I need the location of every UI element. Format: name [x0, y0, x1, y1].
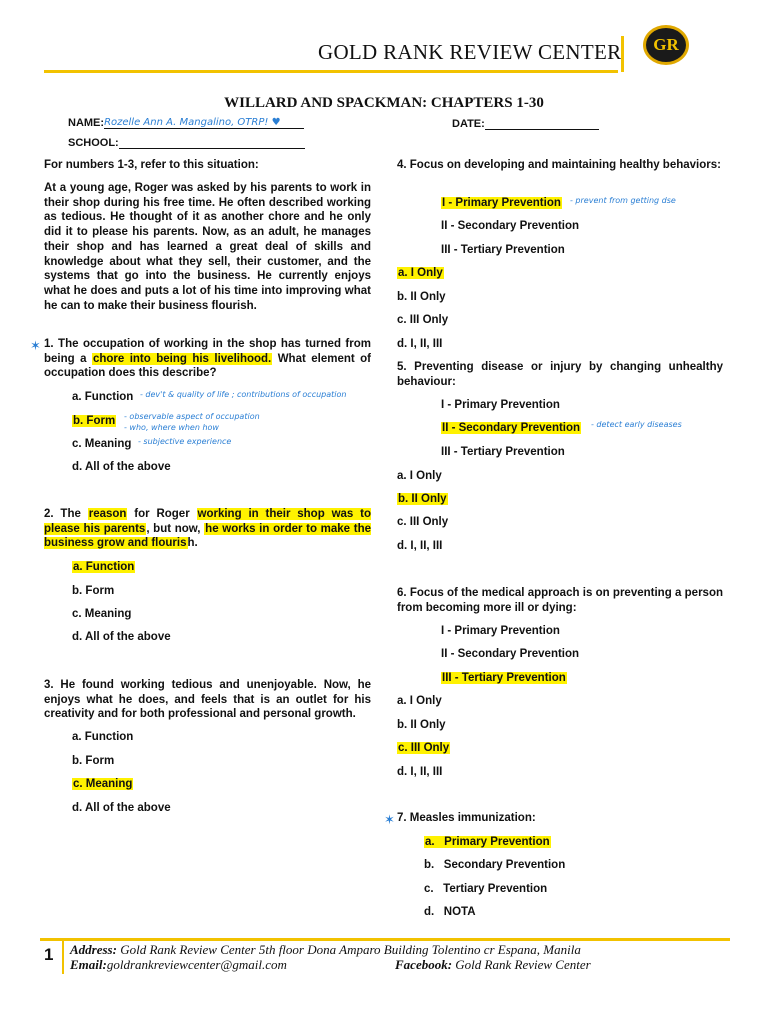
q6-option-a[interactable]: a. I Only [397, 695, 442, 707]
heart-icon: ♥ [268, 117, 281, 128]
name-label: NAME: [68, 117, 105, 129]
q5-item-ii: II - Secondary Prevention [442, 422, 581, 434]
q7-option-d[interactable]: d. NOTA [424, 906, 476, 918]
q7-option-a[interactable]: a. Primary Prevention [425, 836, 550, 848]
header-rule [44, 70, 618, 73]
q7-option-c[interactable]: c. Tertiary Prevention [424, 883, 548, 895]
question-6: 6. Focus of the medical approach is on preventing a person from becoming more ill or dying: [397, 587, 723, 614]
school-field [68, 137, 305, 149]
q5-option-a[interactable]: a. I Only [397, 470, 442, 482]
header-divider [621, 36, 624, 72]
q4-option-d[interactable]: d. I, II, III [397, 338, 443, 350]
q1-option-c[interactable]: c. Meaning [72, 438, 132, 450]
q3-option-a[interactable]: a. Function [72, 731, 134, 743]
handwritten-note: - detect early diseases [591, 420, 682, 429]
q5-option-d[interactable]: d. I, II, III [397, 540, 443, 552]
q4-option-c[interactable]: c. III Only [397, 314, 449, 326]
q4-option-a[interactable]: a. I Only [398, 267, 443, 279]
q2-option-c[interactable]: c. Meaning [72, 608, 132, 620]
q5-option-c[interactable]: c. III Only [397, 516, 449, 528]
q2-option-a[interactable]: a. Function [73, 561, 135, 573]
name-field [68, 117, 304, 129]
footer-divider [62, 940, 64, 974]
question-1: 1. The occupation of working in the shop has turned from being a chore into being his livelihood. What element of occupation does this describe? [44, 338, 371, 380]
q1-option-d[interactable]: d. All of the above [72, 461, 171, 473]
school-label: SCHOOL: [68, 137, 119, 149]
footer-email: Email:goldrankreviewcenter@gmail.com [70, 957, 287, 972]
star-icon: ✶ [384, 812, 395, 827]
date-label: DATE: [452, 118, 485, 130]
question-5: 5. Preventing disease or injury by changing unhealthy behaviour: [397, 361, 723, 388]
handwritten-note: - dev't & quality of life ; contributions of occupation [140, 390, 347, 399]
q4-item-i: I - Primary Prevention [442, 197, 561, 209]
name-value: Rozelle Ann A. Mangalino, OTRP! [104, 117, 269, 128]
q6-option-d[interactable]: d. I, II, III [397, 766, 443, 778]
question-3: 3. He found working tedious and unenjoyable. Now, he enjoys what he does, and feels that is an outlet for his creativity and for both professional and personal growth. [44, 679, 371, 721]
q1-option-a[interactable]: a. Function [72, 391, 134, 403]
q6-item-i: I - Primary Prevention [441, 625, 560, 637]
highlight: chore into being his livelihood. [92, 352, 272, 365]
q7-option-b[interactable]: b. Secondary Prevention [424, 859, 566, 871]
q3-option-b[interactable]: b. Form [72, 755, 115, 767]
situation-text: At a young age, Roger was asked by his parents to work in their shop during his free time. He often described working as tedious. He thought of it as another chore and he only did it to please his parents. Now, as an adult, he manages their shop and has learned a great deal of skills and knowledge about what they sell, their customer, and the systems that go into the business. He currently enjoys what he does and puts a lot of his time into improving what he can to make their business flourish. [44, 182, 371, 312]
q3-option-d[interactable]: d. All of the above [72, 802, 171, 814]
page-number: 1 [44, 945, 54, 964]
footer-rule [40, 938, 730, 941]
q6-item-ii: II - Secondary Prevention [441, 648, 580, 660]
footer-address: Address: Gold Rank Review Center 5th floor Dona Amparo Building Tolentino cr Espana, Manila [70, 942, 581, 957]
q1-option-b[interactable]: b. Form [73, 415, 116, 427]
gr-logo: GR [643, 25, 689, 65]
date-field [452, 118, 599, 130]
question-2: 2. The reason for Roger working in their shop was to please his parents, but now, he works in order to make the business grow and flourish. [44, 508, 371, 550]
q6-option-b[interactable]: b. II Only [397, 719, 446, 731]
handwritten-note: - prevent from getting dse [570, 196, 676, 205]
q5-item-i: I - Primary Prevention [441, 399, 560, 411]
q5-option-b[interactable]: b. II Only [398, 493, 447, 505]
situation-intro: For numbers 1-3, refer to this situation: [44, 159, 259, 171]
star-icon: ✶ [30, 338, 41, 353]
document-title: WILLARD AND SPACKMAN: CHAPTERS 1-30 [224, 95, 544, 111]
q4-option-b[interactable]: b. II Only [397, 291, 446, 303]
question-7: 7. Measles immunization: [397, 812, 536, 824]
footer-facebook: Facebook: Gold Rank Review Center [395, 957, 591, 972]
q5-item-iii: III - Tertiary Prevention [441, 446, 565, 458]
q6-option-c[interactable]: c. III Only [398, 742, 450, 754]
q3-option-c[interactable]: c. Meaning [73, 778, 133, 790]
handwritten-note: - subjective experience [138, 437, 232, 446]
center-name: GOLD RANK REVIEW CENTER [318, 40, 622, 64]
q4-item-iii: III - Tertiary Prevention [441, 244, 565, 256]
handwritten-note: - who, where when how [124, 423, 219, 432]
q2-option-b[interactable]: b. Form [72, 585, 115, 597]
question-4: 4. Focus on developing and maintaining healthy behaviors: [397, 159, 721, 171]
q2-option-d[interactable]: d. All of the above [72, 631, 171, 643]
handwritten-note: - observable aspect of occupation [124, 412, 260, 421]
q4-item-ii: II - Secondary Prevention [441, 220, 580, 232]
q6-item-iii: III - Tertiary Prevention [442, 672, 566, 684]
